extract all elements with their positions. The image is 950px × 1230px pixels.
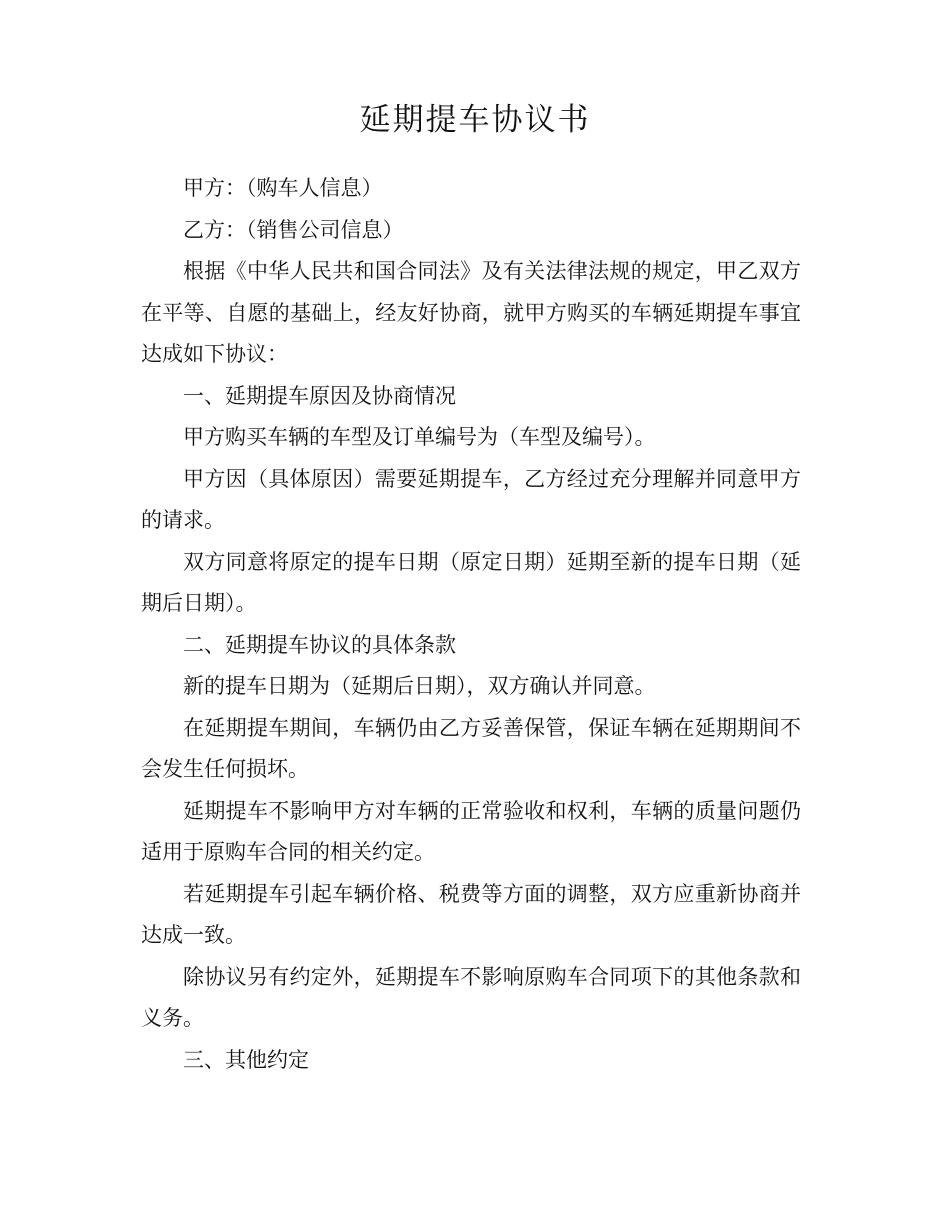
clause-paragraph: 新的提车日期为（延期后日期），双方确认并同意。 (183, 674, 656, 698)
clause-paragraph: 甲方购买车辆的车型及订单编号为（车型及编号）。 (183, 425, 656, 449)
document-body (141, 168, 801, 1081)
document-title: 延期提车协议书 (359, 102, 591, 138)
preamble-paragraph: 根据《中华人民共和国合同法》及有关法律法规的规定，甲乙双方在平等、自愿的基础上，经友好协商，就甲方购买的车辆延期提车事宜达成如下协议： (141, 259, 801, 366)
section-heading-3: 三、其他约定 (183, 1047, 309, 1072)
clause-paragraph: 除协议另有约定外，延期提车不影响原购车合同项下的其他条款和义务。 (141, 964, 801, 1030)
section-heading-1: 一、延期提车原因及协商情况 (183, 383, 456, 408)
clause-paragraph: 在延期提车期间，车辆仍由乙方妥善保管，保证车辆在延期期间不会发生任何损坏。 (141, 715, 801, 781)
party-a-line: 甲方：（购车人信息） (183, 176, 383, 200)
clause-paragraph: 延期提车不影响甲方对车辆的正常验收和权利，车辆的质量问题仍适用于原购车合同的相关约定。 (141, 798, 801, 864)
section-heading-2: 二、延期提车协议的具体条款 (183, 632, 456, 657)
clause-paragraph: 甲方因（具体原因）需要延期提车，乙方经过充分理解并同意甲方的请求。 (141, 466, 801, 532)
clause-paragraph: 若延期提车引起车辆价格、税费等方面的调整，双方应重新协商并达成一致。 (141, 881, 801, 947)
party-b-line: 乙方：（销售公司信息） (183, 217, 404, 242)
clause-paragraph: 双方同意将原定的提车日期（原定日期）延期至新的提车日期（延期后日期）。 (141, 549, 801, 615)
